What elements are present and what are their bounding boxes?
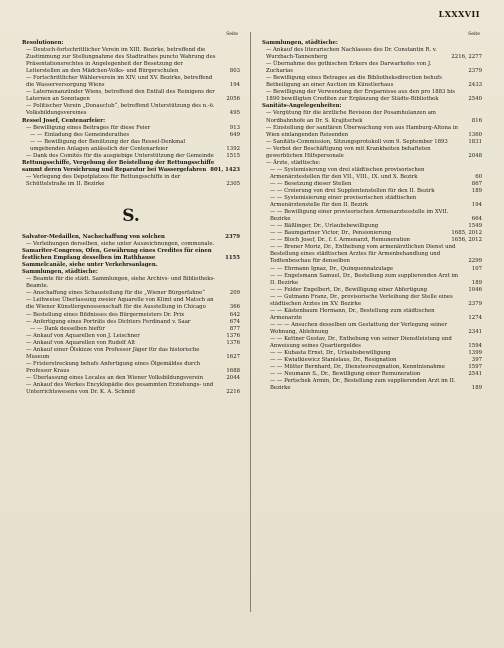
entry-text: — — Ehrmann Ignaz, Dr., Quinquennalzulage <box>270 265 394 272</box>
entry-page-number: 189 <box>471 279 482 286</box>
entry-text: — Bestellung eines Bildnisses des Bürgermeisters Dr. Prix <box>26 311 185 318</box>
index-entry <box>262 237 482 244</box>
entry-text: Sammlungen, städtische: <box>262 40 338 46</box>
entry-page-number: 2216, 2277 <box>451 54 482 61</box>
entry-text: — — Felder Engelbert, Dr., Bewilligung einer Abfertigung <box>270 286 428 293</box>
entry-text: — Überlassung eines Locales an den Wiener Volksbildungsverein <box>26 374 204 381</box>
index-entry <box>22 269 240 276</box>
index-entry <box>262 378 482 392</box>
index-entry <box>22 319 240 326</box>
entry-page-number: 1831 <box>468 138 482 145</box>
entry-text: — — Brener Moriz, Dr., Enthebung vom armenärztlichen Dienst und Bestellung eines städtischen Arztes für Armenbehandlung und Todtenbeschau für denselben <box>270 244 456 265</box>
entry-text: — Laternenanzünder Wiens, betreffend den Entfall des Reinigens der Laternen an Sonntagen <box>26 89 215 103</box>
entry-page-number: 2044 <box>226 374 240 381</box>
entry-text: — Verbot der Beschäftigung von mit Krankheiten behafteten gewerblichen Hilfspersonale <box>266 145 431 159</box>
index-entry <box>22 333 240 340</box>
index-entry <box>262 322 482 336</box>
entry-text: Sanitäts-Angelegenheiten: <box>262 103 342 110</box>
index-entry <box>22 340 240 347</box>
index-entry <box>262 195 482 209</box>
entry-text: — — Kästenbaum Hermann, Dr., Bestellung zum städtischen Armenarzte <box>270 307 435 321</box>
entry-text: — — Bewilligung einer provisorischen Armenarztesstelle im XVII. Bezirke <box>270 209 449 223</box>
index-entry <box>22 276 240 290</box>
index-entry <box>262 357 482 364</box>
entry-page-number: 1376 <box>226 332 240 339</box>
entry-page-number: 877 <box>229 325 240 332</box>
entry-page-number: 1274 <box>468 314 482 321</box>
index-entry <box>262 89 482 103</box>
entry-page-number: 2541 <box>468 371 482 378</box>
index-entry <box>22 139 240 153</box>
entry-text: — Fortschrittlicher Wählerverein im XIV. und XV. Bezirke, betreffend die Wasserversorgung Wiens <box>26 75 213 89</box>
entry-text: — Ankauf von Aquarellen von J. Leischner <box>26 332 140 339</box>
entry-text: — Ankauf des Werkes Encyklopädie des gesammten Erziehungs- und Unterrichtswesens von Dr. K. A. Schmid <box>26 381 214 396</box>
entry-page-number: 2379 <box>468 68 482 75</box>
entry-text: — — Neumann S., Dr., Bewilligung einer Remuneration <box>270 371 421 378</box>
index-entry <box>22 118 240 125</box>
entry-text: — Einstellung der sanitären Überwachung von aus Hamburg-Altona in Wien einlangenden Reisenden <box>266 124 458 138</box>
index-entry <box>262 110 482 124</box>
entry-page-number: 366 <box>229 304 240 311</box>
entry-text: — — Kwiatkiewicz Stanislaus, Dr., Resignation <box>270 357 397 364</box>
entry-text: — Sanitäts-Commission, Sitzungsprotokoll vom 9. September 1893 <box>266 138 448 145</box>
entry-text: — Bewilligung eines Betrages an die Bibliotheksdirection behufs Betheiligung an einer Auction im Künstlerhaus <box>266 75 442 89</box>
index-entry <box>22 248 240 262</box>
entry-text: — Übernahme des gothischen Erkers des Darwarhofes von J. Zucharias <box>266 61 432 75</box>
entry-page-number: 801, 1423 <box>210 166 240 173</box>
index-entry <box>262 209 482 223</box>
entry-text: — Vergütung für die ärztliche Revision der Posamhulanzen am Nordbahnhofe an Dr. S. Krajitschek <box>266 110 436 124</box>
entry-text: — — Gutmann Franz, Dr., provisorische Verleihung der Stelle eines städtischen Arztes im XV. Bezirke <box>270 293 453 307</box>
entry-page-number: 2299 <box>468 258 482 265</box>
entry-page-number: 60 <box>475 173 482 180</box>
entry-text: — Politischer Verein „Donauclub“, betreffend Unterstützung des n.-ö. Volksbildungsvereines <box>26 103 215 117</box>
index-entry <box>22 47 240 75</box>
entry-text: Ressel Josef, Centenarfeier: <box>22 117 106 124</box>
index-entry <box>22 297 240 311</box>
entry-page-number: 2305 <box>226 180 240 187</box>
index-entry <box>22 103 240 117</box>
index-entry <box>262 364 482 371</box>
index-entry <box>262 266 482 273</box>
entry-page-number: 674 <box>229 318 240 325</box>
entry-text: — Fristerstreckung behufs Anfertigung eines Ölgemäldes durch Professor Kraus <box>26 360 201 374</box>
entry-text: — — Bewilligung der Benützung der das Ressel-Denkmal umgebenden Anlagen anlässlich der Centenarfeier <box>30 138 186 152</box>
entry-text: Samariter-Congress, Ofen, Gewährung eines Credites für einen festlichen Empfang desselben im Rathhause <box>22 248 212 262</box>
entry-text: — — Pertschek Armin, Dr., Bestellung zum supplierenden Arzt im II. Bezirke <box>270 378 456 392</box>
entry-text: Rettungsschiffe, Vergebung der Beistellung der Rettungsschiffe sammt deren Versichrung und Reparatur bei Wassergefahren <box>22 159 215 173</box>
entry-text: — — Systemisierung von drei städtischen provisorischen Armenärztestellen für den VII., VIII., IX. und X. Bezirk <box>270 166 425 180</box>
entry-page-number: 1392 <box>226 145 240 152</box>
index-entry <box>262 350 482 357</box>
index-entry <box>22 326 240 333</box>
index-entry <box>262 40 482 47</box>
entry-page-number: 803 <box>229 68 240 75</box>
entry-page-number: 867 <box>471 180 482 187</box>
entry-text: — Bewilligung der Verwendung der Ersparnisse aus den pro 1883 bis 1890 bewilligten Crediten zur Ergänzung der Städte-Bibliothek <box>266 89 456 103</box>
entry-page-number: 2341 <box>468 328 482 335</box>
entry-page-number: 1360 <box>468 131 482 138</box>
entry-text: Salvator-Medaillen, Nachschaffung von solchen <box>22 233 165 240</box>
index-entry <box>262 188 482 195</box>
index-entry <box>22 153 240 160</box>
right-entry-list <box>262 40 482 392</box>
entry-page-number: 816 <box>471 117 482 124</box>
entry-page-number: 2048 <box>468 152 482 159</box>
entry-text: — Ärzte, städtische: <box>266 159 321 166</box>
entry-page-number: 2540 <box>468 96 482 103</box>
entry-text: — — Engelsmann Samuel, Dr., Bestellung zum supplierenden Arzt im II. Bezirke <box>270 272 459 286</box>
entry-page-number: 1656, 2012 <box>451 237 482 244</box>
entry-text: — — — Ansuchen desselben um Gestattung der Verlegung seiner Wohnung, Ablehnung <box>270 321 448 335</box>
index-entry <box>262 61 482 75</box>
entry-page-number: 2216 <box>226 389 240 396</box>
index-entry <box>22 125 240 132</box>
entry-page-number: 194 <box>471 202 482 209</box>
entry-text: — Anschaffung eines Schaustellung für die „Wiener Bürgerfahne“ <box>26 290 205 297</box>
entry-text: — — Dank desselben hiefür <box>30 325 105 332</box>
entry-text: — — Bloch Josef, Dr., f. f. Armenarzt, Remuneration <box>270 237 410 244</box>
index-entry <box>22 234 240 241</box>
entry-text: — Deutsch-fortschrittlicher Verein im XIII. Bezirke, betreffend die Zustimmung zur Stellungnahme des Stadtrathes puncto Wahrung des Präsentationsrechtes in Angelegenheit der Besetzung der Leiterstellen an den Mädchen-Volks- und Bürgerschulen <box>26 47 216 75</box>
entry-text: — Ankauf des literarischen Nachlasses des Dr. Constantin R. v. Wurzbach-Tannenberg <box>266 47 437 61</box>
entry-page-number: 1594 <box>468 343 482 350</box>
index-entry <box>262 160 482 167</box>
column-label-right: Seite <box>468 32 480 37</box>
entry-page-number: 642 <box>229 311 240 318</box>
index-entry <box>22 347 240 361</box>
section-letter: S. <box>122 205 140 226</box>
column-label-left: Seite <box>226 32 238 37</box>
entry-page-number: 1627 <box>226 353 240 360</box>
entry-page-number: 1685, 2012 <box>451 230 482 237</box>
index-entry <box>262 125 482 139</box>
entry-text: — — Kettner Gustav, Dr., Enthebung von seiner Dienstleistung und Anweisung seines Quartiergeldes <box>270 335 452 350</box>
entry-page-number: 913 <box>229 124 240 131</box>
index-entry <box>22 75 240 89</box>
entry-page-number: 1399 <box>468 350 482 357</box>
entry-page-number: 189 <box>471 187 482 194</box>
entry-text: — — Systemisierung einer provisorischen städtischen Armenärztenstelle für den II. Bezirk <box>270 195 417 209</box>
index-entry <box>262 230 482 237</box>
index-entry <box>22 160 240 174</box>
entry-page-number: 107 <box>471 265 482 272</box>
index-entry <box>262 181 482 188</box>
entry-text: — Verleihungen derselben, siehe unter Auszeichnungen, communale. <box>26 241 215 248</box>
index-entry <box>22 132 240 139</box>
index-entry <box>262 308 482 322</box>
entry-page-number: 397 <box>471 357 482 364</box>
entry-text: — — Einladung des Gemeinderathes <box>30 131 130 138</box>
entry-text: — Bewilligung eines Beitrages für diese Feier <box>26 124 151 131</box>
column-divider <box>250 32 251 612</box>
entry-page-number: 189 <box>471 385 482 392</box>
entry-text: — Ankauf von Aquarellen von Rudolf Alt <box>26 339 136 346</box>
entry-page-number: 664 <box>471 216 482 223</box>
index-entry <box>262 336 482 350</box>
entry-page-number: 1155 <box>225 255 240 262</box>
entry-text: — — Bäßlinger, Dr., Urlaubsbewilligung <box>270 223 379 230</box>
index-entry <box>262 294 482 308</box>
index-entry <box>262 103 482 110</box>
entry-text: Resolutionen: <box>22 40 64 46</box>
index-entry <box>262 223 482 230</box>
index-entry <box>262 244 482 265</box>
entry-page-number: 194 <box>229 82 240 89</box>
entry-page-number: 2056 <box>226 96 240 103</box>
index-entry <box>22 361 240 375</box>
entry-text: — — Kubasta Ernst, Dr., Urlaubsbewilligung <box>270 350 391 357</box>
entry-page-number: 2379 <box>225 233 240 240</box>
index-entry <box>262 47 482 61</box>
index-entry <box>262 287 482 294</box>
entry-text: — — Creierung von drei Supplentenstellen für den II. Bezirk <box>270 187 435 194</box>
entry-page-number: 495 <box>229 110 240 117</box>
entry-text: — — Besetzung dieser Stellen <box>270 180 352 187</box>
index-entry <box>262 273 482 287</box>
index-entry <box>22 174 240 188</box>
entry-text: — Verlegung des Depotplatzes für Rettungsschiffe in der Schüttelstraße im II. Bezirke <box>26 173 181 187</box>
entry-text: — — Mütter Bernhard, Dr., Dienstesresignation, Kenntnisnahme <box>270 364 445 371</box>
index-entry <box>262 167 482 181</box>
index-entry <box>22 89 240 103</box>
index-column-right <box>262 30 482 392</box>
index-entry <box>22 382 240 396</box>
entry-text: Sammlungen, städtische: <box>22 269 98 276</box>
entry-text: — Beamte für die städt. Sammlungen, siehe Archivs- und Bibliotheks-Beamte. <box>26 276 216 290</box>
index-entry <box>262 371 482 378</box>
index-entry <box>262 75 482 89</box>
entry-page-number: 1515 <box>226 152 240 159</box>
entry-page-number: 1376 <box>226 339 240 346</box>
entry-page-number: 2379 <box>468 300 482 307</box>
entry-page-number: 1688 <box>226 367 240 374</box>
index-entry <box>22 312 240 319</box>
index-entry <box>22 40 240 47</box>
entry-page-number: 1046 <box>468 286 482 293</box>
left-entry-list <box>22 40 240 396</box>
entry-text: — Leihweise Überlassung zweier Aquarelle von Klimt und Matsch an die Wiener Künstlergenossenschaft für die Ausstellung in Chicago <box>26 297 214 311</box>
entry-text: — — Baumgartner Victor, Dr., Pensionierung <box>270 230 392 237</box>
entry-text: — Dank des Comités für die ausgiebige Unterstützung der Gemeinde <box>26 152 214 159</box>
index-entry <box>262 146 482 160</box>
entry-page-number: 649 <box>229 131 240 138</box>
index-column-left <box>22 30 240 396</box>
page-number: LXXXVII <box>438 9 480 19</box>
entry-text: — Ankauf einer Ölskizze von Professor Jäger für das historische Museum <box>26 346 200 360</box>
entry-text: Sammelcanäle, siehe unter Verkehrsanlagen. <box>22 262 158 269</box>
entry-page-number: 2433 <box>468 82 482 89</box>
entry-page-number: 1549 <box>468 223 482 230</box>
entry-page-number: 1597 <box>468 364 482 371</box>
index-entry <box>22 375 240 382</box>
index-entry <box>262 139 482 146</box>
entry-page-number: 209 <box>229 290 240 297</box>
entry-text: — Anfertigung eines Porträts des Dichters Ferdinand v. Saar <box>26 318 191 325</box>
